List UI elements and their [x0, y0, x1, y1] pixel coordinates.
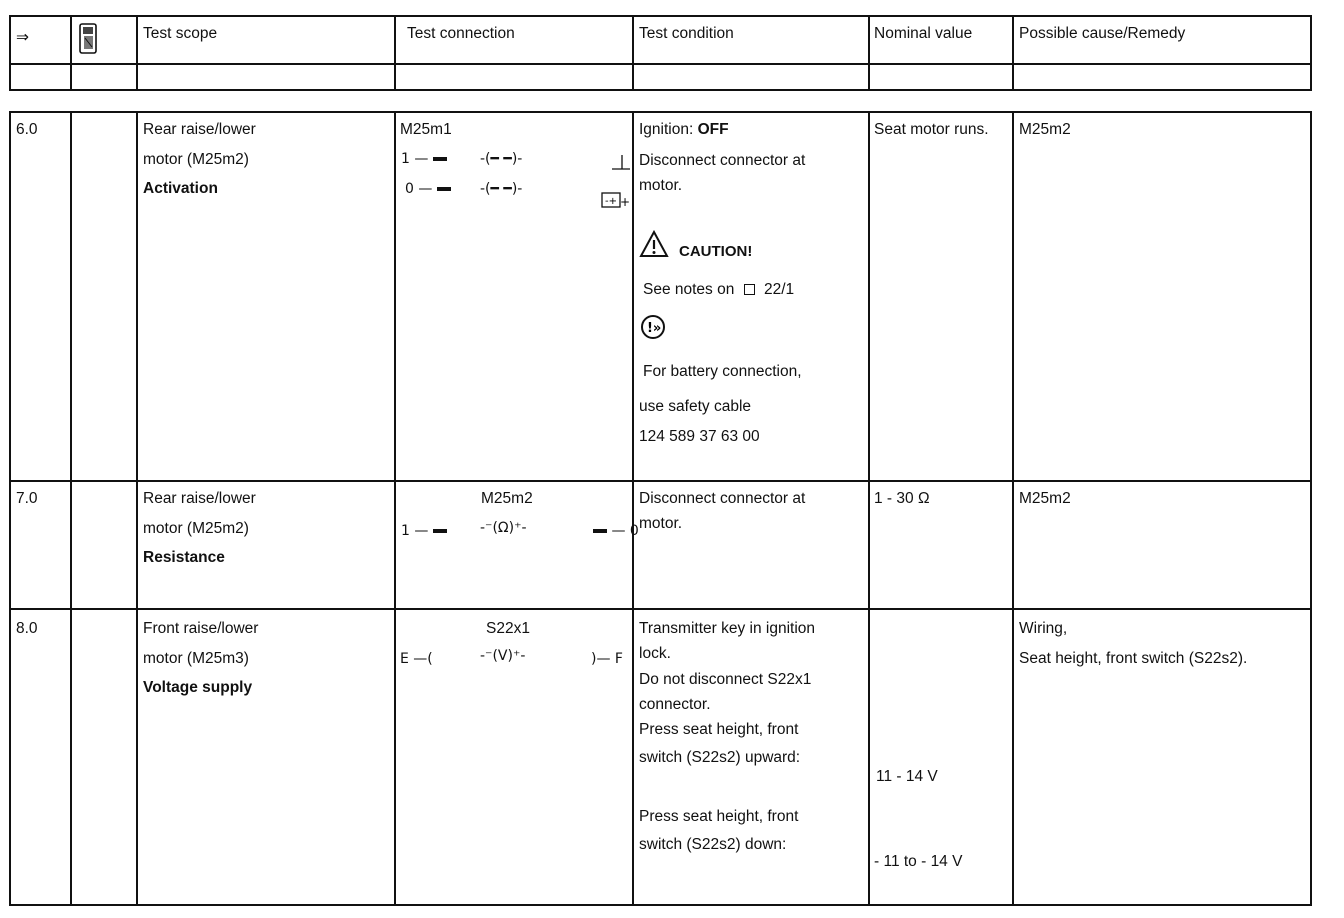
condition-line: lock. — [639, 645, 671, 662]
scope-line: Rear raise/lower — [143, 490, 256, 507]
condition-line: Transmitter key in ignition — [639, 620, 816, 637]
scope-line: motor (M25m2) — [143, 151, 249, 168]
connection-label: S22x1 — [486, 620, 530, 637]
pin-label: 1 — [401, 523, 410, 539]
condition-line: motor. — [639, 515, 683, 532]
multimeter-icon — [77, 22, 101, 61]
safety-cable-part-number: 124 589 37 63 00 — [639, 428, 760, 445]
step-number: 8.0 — [16, 620, 38, 637]
remedy: M25m2 — [1019, 121, 1071, 138]
ohmmeter-icon: -⁻(Ω)⁺- — [480, 520, 527, 536]
scope-line: motor (M25m2) — [143, 520, 249, 537]
col-test-condition: Test condition — [639, 25, 734, 42]
arrow-header: ⇒ — [16, 29, 29, 46]
condition-value: OFF — [697, 121, 729, 138]
nominal-value: 1 - 30 Ω — [874, 490, 930, 507]
pin-label: 1 — [401, 151, 410, 167]
ground-icon — [600, 155, 630, 220]
nominal-value: Seat motor runs. — [874, 121, 989, 138]
col-test-scope: Test scope — [143, 25, 218, 42]
note-icon — [640, 314, 668, 345]
book-reference-icon — [744, 284, 755, 295]
pin-e: E —( — [400, 651, 433, 667]
condition-line: motor. — [639, 177, 683, 194]
col-nominal-value: Nominal value — [874, 25, 973, 42]
scope-line: Rear raise/lower — [143, 121, 256, 138]
col-possible-cause: Possible cause/Remedy — [1019, 25, 1186, 42]
pin-0: — 0 — [593, 523, 639, 539]
scope-type: Resistance — [143, 549, 225, 566]
scope-line: motor (M25m3) — [143, 650, 249, 667]
condition-line: Press seat height, front — [639, 808, 799, 825]
pin-f: )— F — [591, 651, 623, 667]
remedy-line: Seat height, front switch (S22s2). — [1019, 650, 1248, 667]
condition-line: Disconnect connector at — [639, 152, 806, 169]
pin-0: 0 — — [405, 181, 451, 197]
condition-line: Disconnect connector at — [639, 490, 806, 507]
condition-line: switch (S22s2) upward: — [639, 749, 801, 766]
scope-type: Activation — [143, 180, 218, 197]
voltmeter-icon: -⁻(V)⁺- — [480, 648, 526, 664]
step-number: 7.0 — [16, 490, 38, 507]
battery-note-line: For battery connection, — [643, 363, 802, 380]
col-test-connection: Test connection — [407, 25, 515, 42]
scope-type: Voltage supply — [143, 679, 253, 696]
remedy: M25m2 — [1019, 490, 1071, 507]
battery-note-line: use safety cable — [639, 398, 752, 415]
pin-label: 0 — [629, 523, 639, 539]
svg-text:!»: !» — [647, 321, 662, 336]
pin-label: 0 — [405, 181, 414, 197]
svg-text:-+: -+ — [605, 196, 617, 207]
connection-label: M25m2 — [481, 490, 533, 507]
probe-connector-icon: -(━ ━)- — [480, 181, 523, 197]
pin-1: 1 — — [401, 523, 447, 539]
see-notes-link[interactable] — [643, 280, 794, 300]
pin-1: 1 — — [401, 151, 447, 167]
connection-label: M25m1 — [400, 121, 452, 138]
pin-label: E — [400, 651, 409, 667]
condition-ignition — [639, 120, 729, 140]
condition-line: connector. — [639, 696, 711, 713]
condition-line: Press seat height, front — [639, 721, 799, 738]
remedy-line: Wiring, — [1019, 620, 1068, 637]
see-notes-ref: 22/1 — [763, 281, 795, 298]
warning-icon — [639, 230, 669, 263]
probe-connector-icon: -(━ ━)- — [480, 151, 523, 167]
condition-line: switch (S22s2) down: — [639, 836, 787, 853]
svg-text:+: + — [620, 195, 630, 209]
see-notes-text: See notes on — [643, 281, 735, 298]
condition-label: Ignition: — [639, 121, 698, 138]
scope-line: Front raise/lower — [143, 620, 259, 637]
pin-label: F — [614, 651, 623, 667]
condition-line: Do not disconnect S22x1 — [639, 671, 812, 688]
step-number: 6.0 — [16, 121, 38, 138]
caution-label: CAUTION! — [679, 243, 753, 260]
nominal-value-up: 11 - 14 V — [876, 768, 938, 785]
nominal-value-down: - 11 to - 14 V — [874, 853, 963, 870]
